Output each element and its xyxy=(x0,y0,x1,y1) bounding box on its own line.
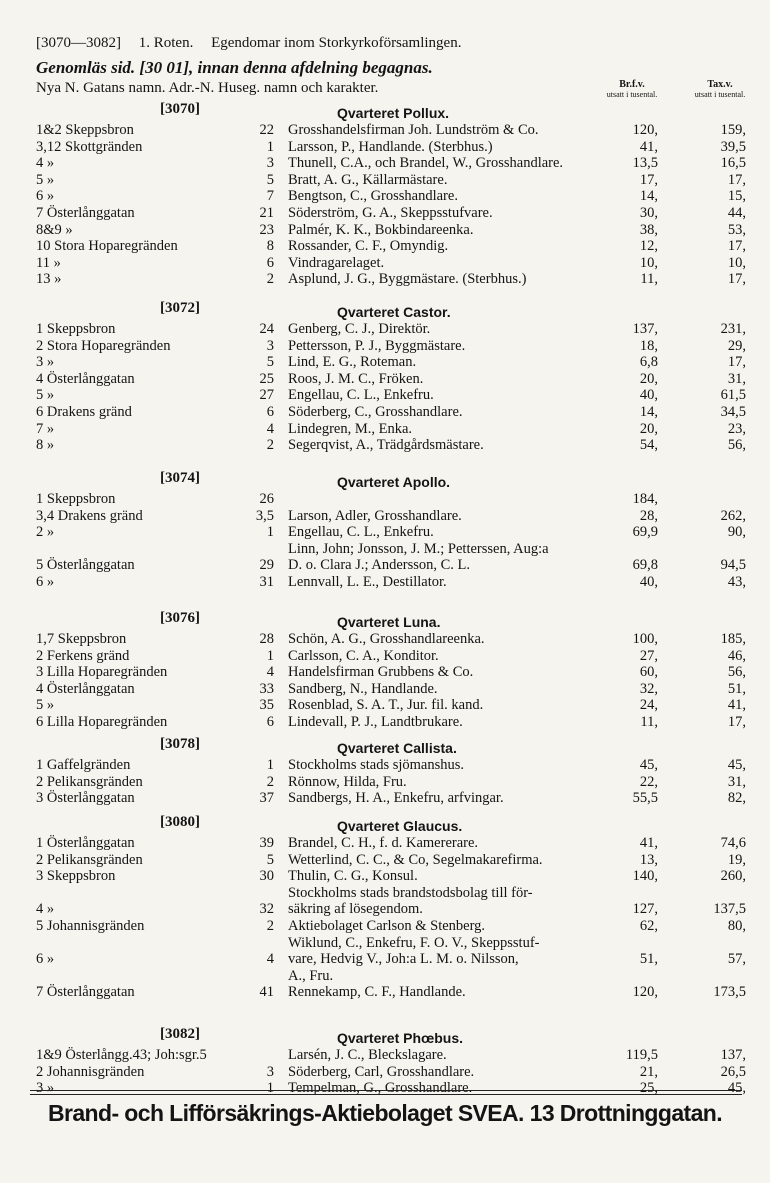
insurance-value-cell: 120, xyxy=(632,122,658,138)
insurance-value-cell: 18, xyxy=(639,337,658,354)
quarter-name: Qvarteret Castor. xyxy=(337,304,451,320)
insurance-value-cell: 22, xyxy=(639,773,658,790)
property-row xyxy=(0,354,770,371)
property-row xyxy=(0,255,770,272)
insurance-value-cell: 28, xyxy=(639,507,658,524)
owner-cell: vare, Hedvig V., Joh:a L. M. o. Nilsson, xyxy=(288,951,519,968)
house-number-cell: 4 xyxy=(266,664,274,681)
house-number-cell: 5 xyxy=(266,851,274,868)
insurance-value-cell: 25, xyxy=(639,1080,658,1097)
house-number-cell: 39 xyxy=(259,835,274,851)
insurance-value-cell: 32, xyxy=(639,680,658,697)
address-cell: 3 Lilla Hoparegränden xyxy=(36,664,168,681)
tax-value-cell: 15, xyxy=(727,188,746,205)
owner-cell: Thunell, C.A., och Brandel, W., Grosshandlare. xyxy=(288,155,564,172)
house-number-cell: 28 xyxy=(259,631,274,647)
owner-cell: Linn, John; Jonsson, J. M.; Petterssen, Aug:a xyxy=(288,540,549,557)
property-row xyxy=(0,901,770,918)
quarter-name: Qvarteret Callista. xyxy=(337,740,457,756)
footer-rule xyxy=(30,1090,742,1091)
house-number-cell: 35 xyxy=(259,697,274,714)
tax-value-cell: 56, xyxy=(727,437,746,454)
property-row xyxy=(0,387,770,404)
owner-cell: Carlsson, C. A., Konditor. xyxy=(288,647,439,664)
address-cell: 1&2 Skeppsbron xyxy=(36,122,134,138)
insurance-value-cell: 40, xyxy=(639,387,658,404)
house-number-cell: 1 xyxy=(266,1080,274,1097)
property-row xyxy=(0,222,770,239)
owner-cell: Segerqvist, A., Trädgårdsmästare. xyxy=(288,437,484,454)
address-cell: 7 Österlånggatan xyxy=(36,205,135,221)
column-br-heading: Br.f.v. utsatt i tusental. xyxy=(606,79,658,99)
owner-cell: Bratt, A. G., Källarmästare. xyxy=(288,171,448,188)
tax-value-cell: 17, xyxy=(727,354,746,371)
property-row xyxy=(0,852,770,869)
insurance-value-cell: 45, xyxy=(639,757,658,773)
owner-cell: Larson, Adler, Grosshandlare. xyxy=(288,507,462,524)
footer-rule xyxy=(30,1094,742,1095)
owner-cell: Rönnow, Hilda, Fru. xyxy=(288,773,407,790)
owner-cell: Sandbergs, H. A., Enkefru, arfvingar. xyxy=(288,790,504,807)
house-number-cell: 8 xyxy=(266,238,274,255)
tax-value-cell: 74,6 xyxy=(720,835,746,851)
tax-value-cell: 82, xyxy=(727,790,746,807)
property-row xyxy=(0,697,770,714)
address-cell: 4 Österlånggatan xyxy=(36,680,135,697)
tax-value-cell: 17, xyxy=(727,171,746,188)
owner-cell: Handelsfirman Grubbens & Co. xyxy=(288,664,474,681)
insurance-value-cell: 60, xyxy=(639,664,658,681)
insurance-value-cell: 11, xyxy=(640,271,658,288)
house-number-cell: 29 xyxy=(259,557,274,574)
tax-value-cell: 10, xyxy=(727,254,746,271)
address-cell: 1,7 Skeppsbron xyxy=(36,631,127,647)
house-number-cell: 37 xyxy=(259,790,274,807)
quarter-name: Qvarteret Apollo. xyxy=(337,474,451,490)
owner-cell: D. o. Clara J.; Andersson, C. L. xyxy=(288,557,471,574)
quarter-code: [3082] xyxy=(160,1026,200,1042)
owner-cell: Pettersson, P. J., Byggmästare. xyxy=(288,337,466,354)
property-row xyxy=(0,714,770,731)
address-cell: 10 Stora Hoparegränden xyxy=(36,238,178,255)
owner-cell: Larsson, P., Handlande. (Sterbhus.) xyxy=(288,138,493,155)
address-cell: 3,12 Skottgränden xyxy=(36,138,143,155)
property-row xyxy=(0,122,770,139)
property-row xyxy=(0,321,770,338)
insurance-value-cell: 55,5 xyxy=(632,790,658,807)
tax-value-cell: 31, xyxy=(727,773,746,790)
insurance-value-cell: 20, xyxy=(639,370,658,387)
address-cell: 4 » xyxy=(36,155,55,172)
tax-value-cell: 45, xyxy=(727,1080,746,1097)
insurance-value-cell: 140, xyxy=(632,868,658,885)
tax-value-cell: 260, xyxy=(720,868,746,885)
owner-cell: Rennekamp, C. F., Handlande. xyxy=(288,984,466,1001)
property-row xyxy=(0,757,770,774)
insurance-value-cell: 100, xyxy=(632,631,658,647)
house-number-cell: 5 xyxy=(266,354,274,371)
address-cell: 7 Österlånggatan xyxy=(36,984,135,1001)
house-number-cell: 23 xyxy=(259,221,274,238)
property-row xyxy=(0,238,770,255)
insurance-value-cell: 184, xyxy=(632,491,658,507)
quarter-name: Qvarteret Pollux. xyxy=(337,105,450,121)
house-number-cell: 1 xyxy=(266,524,274,541)
tax-value-cell: 61,5 xyxy=(720,387,746,404)
owner-cell: Asplund, J. G., Byggmästare. (Sterbhus.) xyxy=(288,271,527,288)
property-row xyxy=(0,774,770,791)
property-row xyxy=(0,681,770,698)
tax-value-cell: 44, xyxy=(727,205,746,221)
owner-cell: Tempelman, G., Grosshandlare. xyxy=(288,1080,473,1097)
address-cell: 5 » xyxy=(36,387,55,404)
roten-label: 1. Roten. xyxy=(138,35,194,51)
tax-value-cell: 56, xyxy=(727,664,746,681)
owner-cell: Stockholms stads brandstodsbolag till för- xyxy=(288,884,533,901)
tax-value-cell: 173,5 xyxy=(713,984,746,1001)
property-row xyxy=(0,338,770,355)
insurance-value-cell: 13,5 xyxy=(632,155,658,172)
house-number-cell: 3 xyxy=(266,155,274,172)
usage-note: Genomläs sid. [30 01], innan denna afdelning begagnas. xyxy=(36,58,433,77)
insurance-value-cell: 40, xyxy=(639,574,658,590)
property-row xyxy=(0,574,770,591)
page-title: Egendomar inom Storkyrkoförsamlingen. xyxy=(211,35,462,51)
owner-cell: Rosenblad, S. A. T., Jur. fil. kand. xyxy=(288,697,484,714)
address-cell: 5 Österlånggatan xyxy=(36,557,135,574)
property-row xyxy=(0,968,770,985)
house-number-cell: 7 xyxy=(266,188,274,205)
page-range: [3070—3082] xyxy=(36,35,121,51)
property-row xyxy=(0,155,770,172)
address-cell: 2 Johannisgränden xyxy=(36,1063,145,1080)
house-number-cell: 6 xyxy=(266,404,274,420)
address-cell: 1 Gaffelgränden xyxy=(36,757,131,773)
tax-value-cell: 94,5 xyxy=(720,557,746,574)
house-number-cell: 22 xyxy=(259,122,274,138)
owner-cell: Grosshandelsfirman Joh. Lundström & Co. xyxy=(288,122,539,138)
tax-value-cell: 17, xyxy=(727,238,746,255)
house-number-cell: 4 xyxy=(266,951,274,968)
column-headings: Nya N. Gatans namn. Adr.-N. Huseg. namn och karakter. xyxy=(36,80,379,96)
quarter-code: [3080] xyxy=(160,814,200,830)
address-cell: 1&9 Österlångg.43; Joh:sgr.5 xyxy=(36,1047,207,1063)
tax-value-cell: 57, xyxy=(727,951,746,968)
house-number-cell: 1 xyxy=(266,647,274,664)
owner-cell: Roos, J. M. C., Fröken. xyxy=(288,370,424,387)
owner-cell: Lennvall, L. E., Destillator. xyxy=(288,574,447,590)
house-number-cell: 5 xyxy=(266,171,274,188)
house-number-cell: 2 xyxy=(266,918,274,934)
house-number-cell: 2 xyxy=(266,437,274,454)
address-cell: 6 » xyxy=(36,188,55,205)
property-row xyxy=(0,648,770,665)
owner-cell: A., Fru. xyxy=(288,967,334,984)
address-cell: 13 » xyxy=(36,271,62,288)
tax-value-cell: 26,5 xyxy=(720,1063,746,1080)
address-cell: 3 Österlånggatan xyxy=(36,790,135,807)
property-row xyxy=(0,541,770,558)
house-number-cell: 24 xyxy=(259,321,274,337)
address-cell: 2 Ferkens gränd xyxy=(36,647,130,664)
tax-value-cell: 185, xyxy=(720,631,746,647)
insurance-value-cell: 14, xyxy=(639,404,658,420)
tax-value-cell: 137,5 xyxy=(713,901,746,918)
house-number-cell: 6 xyxy=(266,714,274,730)
address-cell: 3 » xyxy=(36,1080,55,1097)
address-cell: 3 » xyxy=(36,354,55,371)
owner-cell: Wiklund, C., Enkefru, F. O. V., Skeppsstuf- xyxy=(288,934,540,951)
address-cell: 8 » xyxy=(36,437,55,454)
insurance-value-cell: 30, xyxy=(639,205,658,221)
insurance-value-cell: 54, xyxy=(639,437,658,454)
insurance-value-cell: 27, xyxy=(639,647,658,664)
quarter-code: [3074] xyxy=(160,470,200,486)
insurance-value-cell: 12, xyxy=(639,238,658,255)
tax-value-cell: 41, xyxy=(727,697,746,714)
address-cell: 5 » xyxy=(36,171,55,188)
property-row xyxy=(0,935,770,952)
owner-cell: Aktiebolaget Carlson & Stenberg. xyxy=(288,918,486,934)
house-number-cell: 1 xyxy=(266,757,274,773)
insurance-value-cell: 137, xyxy=(632,321,658,337)
insurance-value-cell: 11, xyxy=(640,714,658,730)
owner-cell: Rossander, C. F., Omyndig. xyxy=(288,238,449,255)
tax-value-cell: 159, xyxy=(720,122,746,138)
address-cell: 6 » xyxy=(36,951,55,968)
tax-value-cell: 137, xyxy=(720,1047,746,1063)
address-cell: 2 » xyxy=(36,524,55,541)
tax-value-cell: 17, xyxy=(727,271,746,288)
insurance-value-cell: 21, xyxy=(639,1063,658,1080)
house-number-cell: 3 xyxy=(266,1063,274,1080)
property-row xyxy=(0,664,770,681)
house-number-cell: 25 xyxy=(259,370,274,387)
house-number-cell: 33 xyxy=(259,680,274,697)
owner-cell: Engellau, C. L., Enkefru. xyxy=(288,524,434,541)
owner-cell: Stockholms stads sjömanshus. xyxy=(288,757,465,773)
property-row xyxy=(0,951,770,968)
house-number-cell: 26 xyxy=(259,491,274,507)
address-cell: 6 » xyxy=(36,574,55,590)
tax-value-cell: 23, xyxy=(727,420,746,437)
owner-cell: Wetterlind, C. C., & Co, Segelmakarefirma. xyxy=(288,851,543,868)
property-row xyxy=(0,524,770,541)
property-row xyxy=(0,205,770,222)
house-number-cell: 4 xyxy=(266,420,274,437)
property-row xyxy=(0,508,770,525)
address-cell: 3,4 Drakens gränd xyxy=(36,507,143,524)
owner-cell: Söderberg, Carl, Grosshandlare. xyxy=(288,1063,475,1080)
tax-value-cell: 43, xyxy=(727,574,746,590)
house-number-cell: 41 xyxy=(259,984,274,1001)
property-row xyxy=(0,918,770,935)
property-row xyxy=(0,271,770,288)
house-number-cell: 2 xyxy=(266,773,274,790)
tax-value-cell: 31, xyxy=(727,370,746,387)
house-number-cell: 1 xyxy=(266,138,274,155)
house-number-cell: 27 xyxy=(259,387,274,404)
owner-cell: Vindragarelaget. xyxy=(288,254,385,271)
owner-cell: Lindevall, P. J., Landtbrukare. xyxy=(288,714,463,730)
property-row xyxy=(0,421,770,438)
property-row xyxy=(0,404,770,421)
tax-value-cell: 17, xyxy=(727,714,746,730)
quarter-name: Qvarteret Phœbus. xyxy=(337,1030,464,1046)
insurance-value-cell: 24, xyxy=(639,697,658,714)
property-row xyxy=(0,1047,770,1064)
owner-cell: säkring af lösegendom. xyxy=(288,901,423,918)
insurance-value-cell: 13, xyxy=(639,851,658,868)
property-row xyxy=(0,491,770,508)
owner-cell: Larsén, J. C., Bleckslagare. xyxy=(288,1047,447,1063)
property-row xyxy=(0,631,770,648)
quarter-code: [3072] xyxy=(160,300,200,316)
address-cell: 1 Österlånggatan xyxy=(36,835,135,851)
insurance-value-cell: 69,8 xyxy=(632,557,658,574)
house-number-cell: 32 xyxy=(259,901,274,918)
tax-value-cell: 53, xyxy=(727,221,746,238)
tax-value-cell: 46, xyxy=(727,647,746,664)
address-cell: 7 » xyxy=(36,420,55,437)
address-cell: 11 » xyxy=(36,254,61,271)
insurance-value-cell: 41, xyxy=(639,835,658,851)
owner-cell: Söderberg, C., Grosshandlare. xyxy=(288,404,463,420)
owner-cell: Engellau, C. L., Enkefru. xyxy=(288,387,434,404)
property-row xyxy=(0,790,770,807)
owner-cell: Schön, A. G., Grosshandlareenka. xyxy=(288,631,485,647)
property-row xyxy=(0,868,770,885)
tax-value-cell: 231, xyxy=(720,321,746,337)
tax-value-cell: 29, xyxy=(727,337,746,354)
property-row xyxy=(0,139,770,156)
quarter-name: Qvarteret Glaucus. xyxy=(337,818,463,834)
insurance-value-cell: 20, xyxy=(639,420,658,437)
house-number-cell: 2 xyxy=(266,271,274,288)
owner-cell: Brandel, C. H., f. d. Kamererare. xyxy=(288,835,479,851)
property-row xyxy=(0,885,770,902)
property-row xyxy=(0,437,770,454)
owner-cell: Bengtson, C., Grosshandlare. xyxy=(288,188,458,205)
insurance-value-cell: 38, xyxy=(639,221,658,238)
tax-value-cell: 34,5 xyxy=(720,404,746,420)
house-number-cell: 3 xyxy=(266,337,274,354)
house-number-cell: 21 xyxy=(259,205,274,221)
owner-cell: Söderström, G. A., Skeppsstufvare. xyxy=(288,205,493,221)
address-cell: 5 Johannisgränden xyxy=(36,918,145,934)
owner-cell: Lind, E. G., Roteman. xyxy=(288,354,417,371)
quarter-name: Qvarteret Luna. xyxy=(337,614,441,630)
insurance-value-cell: 127, xyxy=(632,901,658,918)
owner-cell: Genberg, C. J., Direktör. xyxy=(288,321,431,337)
insurance-value-cell: 51, xyxy=(639,951,658,968)
property-row xyxy=(0,371,770,388)
tax-value-cell: 262, xyxy=(720,507,746,524)
insurance-value-cell: 6,8 xyxy=(639,354,658,371)
insurance-value-cell: 69,9 xyxy=(632,524,658,541)
footer-advertisement: Brand- och Lifförsäkrings-Aktiebolaget SVEA. 13 Drottninggatan. xyxy=(48,1100,722,1126)
tax-value-cell: 16,5 xyxy=(720,155,746,172)
house-number-cell: 6 xyxy=(266,254,274,271)
insurance-value-cell: 17, xyxy=(639,171,658,188)
quarter-code: [3070] xyxy=(160,101,200,117)
address-cell: 3 Skeppsbron xyxy=(36,868,116,885)
address-cell: 5 » xyxy=(36,697,55,714)
address-cell: 8&9 » xyxy=(36,221,73,238)
quarter-code: [3076] xyxy=(160,610,200,626)
address-cell: 6 Lilla Hoparegränden xyxy=(36,714,168,730)
house-number-cell: 3,5 xyxy=(255,507,274,524)
tax-value-cell: 51, xyxy=(727,680,746,697)
property-row xyxy=(0,835,770,852)
property-row xyxy=(0,172,770,189)
address-cell: 1 Skeppsbron xyxy=(36,321,116,337)
owner-cell: Lindegren, M., Enka. xyxy=(288,420,413,437)
address-cell: 2 Pelikansgränden xyxy=(36,851,143,868)
owner-cell: Thulin, C. G., Konsul. xyxy=(288,868,418,885)
address-cell: 1 Skeppsbron xyxy=(36,491,116,507)
insurance-value-cell: 62, xyxy=(639,918,658,934)
owner-cell: Sandberg, N., Handlande. xyxy=(288,680,438,697)
tax-value-cell: 39,5 xyxy=(720,138,746,155)
insurance-value-cell: 14, xyxy=(639,188,658,205)
address-cell: 4 Österlånggatan xyxy=(36,370,135,387)
property-row xyxy=(0,984,770,1001)
page-header xyxy=(36,35,475,52)
property-row xyxy=(0,557,770,574)
address-cell: 6 Drakens gränd xyxy=(36,404,132,420)
column-tax-heading: Tax.v. utsatt i tusental. xyxy=(694,79,746,99)
address-cell: 2 Stora Hoparegränden xyxy=(36,337,171,354)
property-row xyxy=(0,1064,770,1081)
insurance-value-cell: 119,5 xyxy=(625,1047,658,1063)
insurance-value-cell: 10, xyxy=(639,254,658,271)
tax-value-cell: 90, xyxy=(727,524,746,541)
insurance-value-cell: 41, xyxy=(639,138,658,155)
tax-value-cell: 80, xyxy=(727,918,746,934)
property-row xyxy=(0,188,770,205)
house-number-cell: 30 xyxy=(259,868,274,885)
tax-value-cell: 45, xyxy=(727,757,746,773)
address-cell: 4 » xyxy=(36,901,55,918)
owner-cell: Palmér, K. K., Bokbindareenka. xyxy=(288,221,474,238)
address-cell: 2 Pelikansgränden xyxy=(36,773,143,790)
house-number-cell: 31 xyxy=(259,574,274,590)
quarter-code: [3078] xyxy=(160,736,200,752)
insurance-value-cell: 120, xyxy=(632,984,658,1001)
tax-value-cell: 19, xyxy=(727,851,746,868)
